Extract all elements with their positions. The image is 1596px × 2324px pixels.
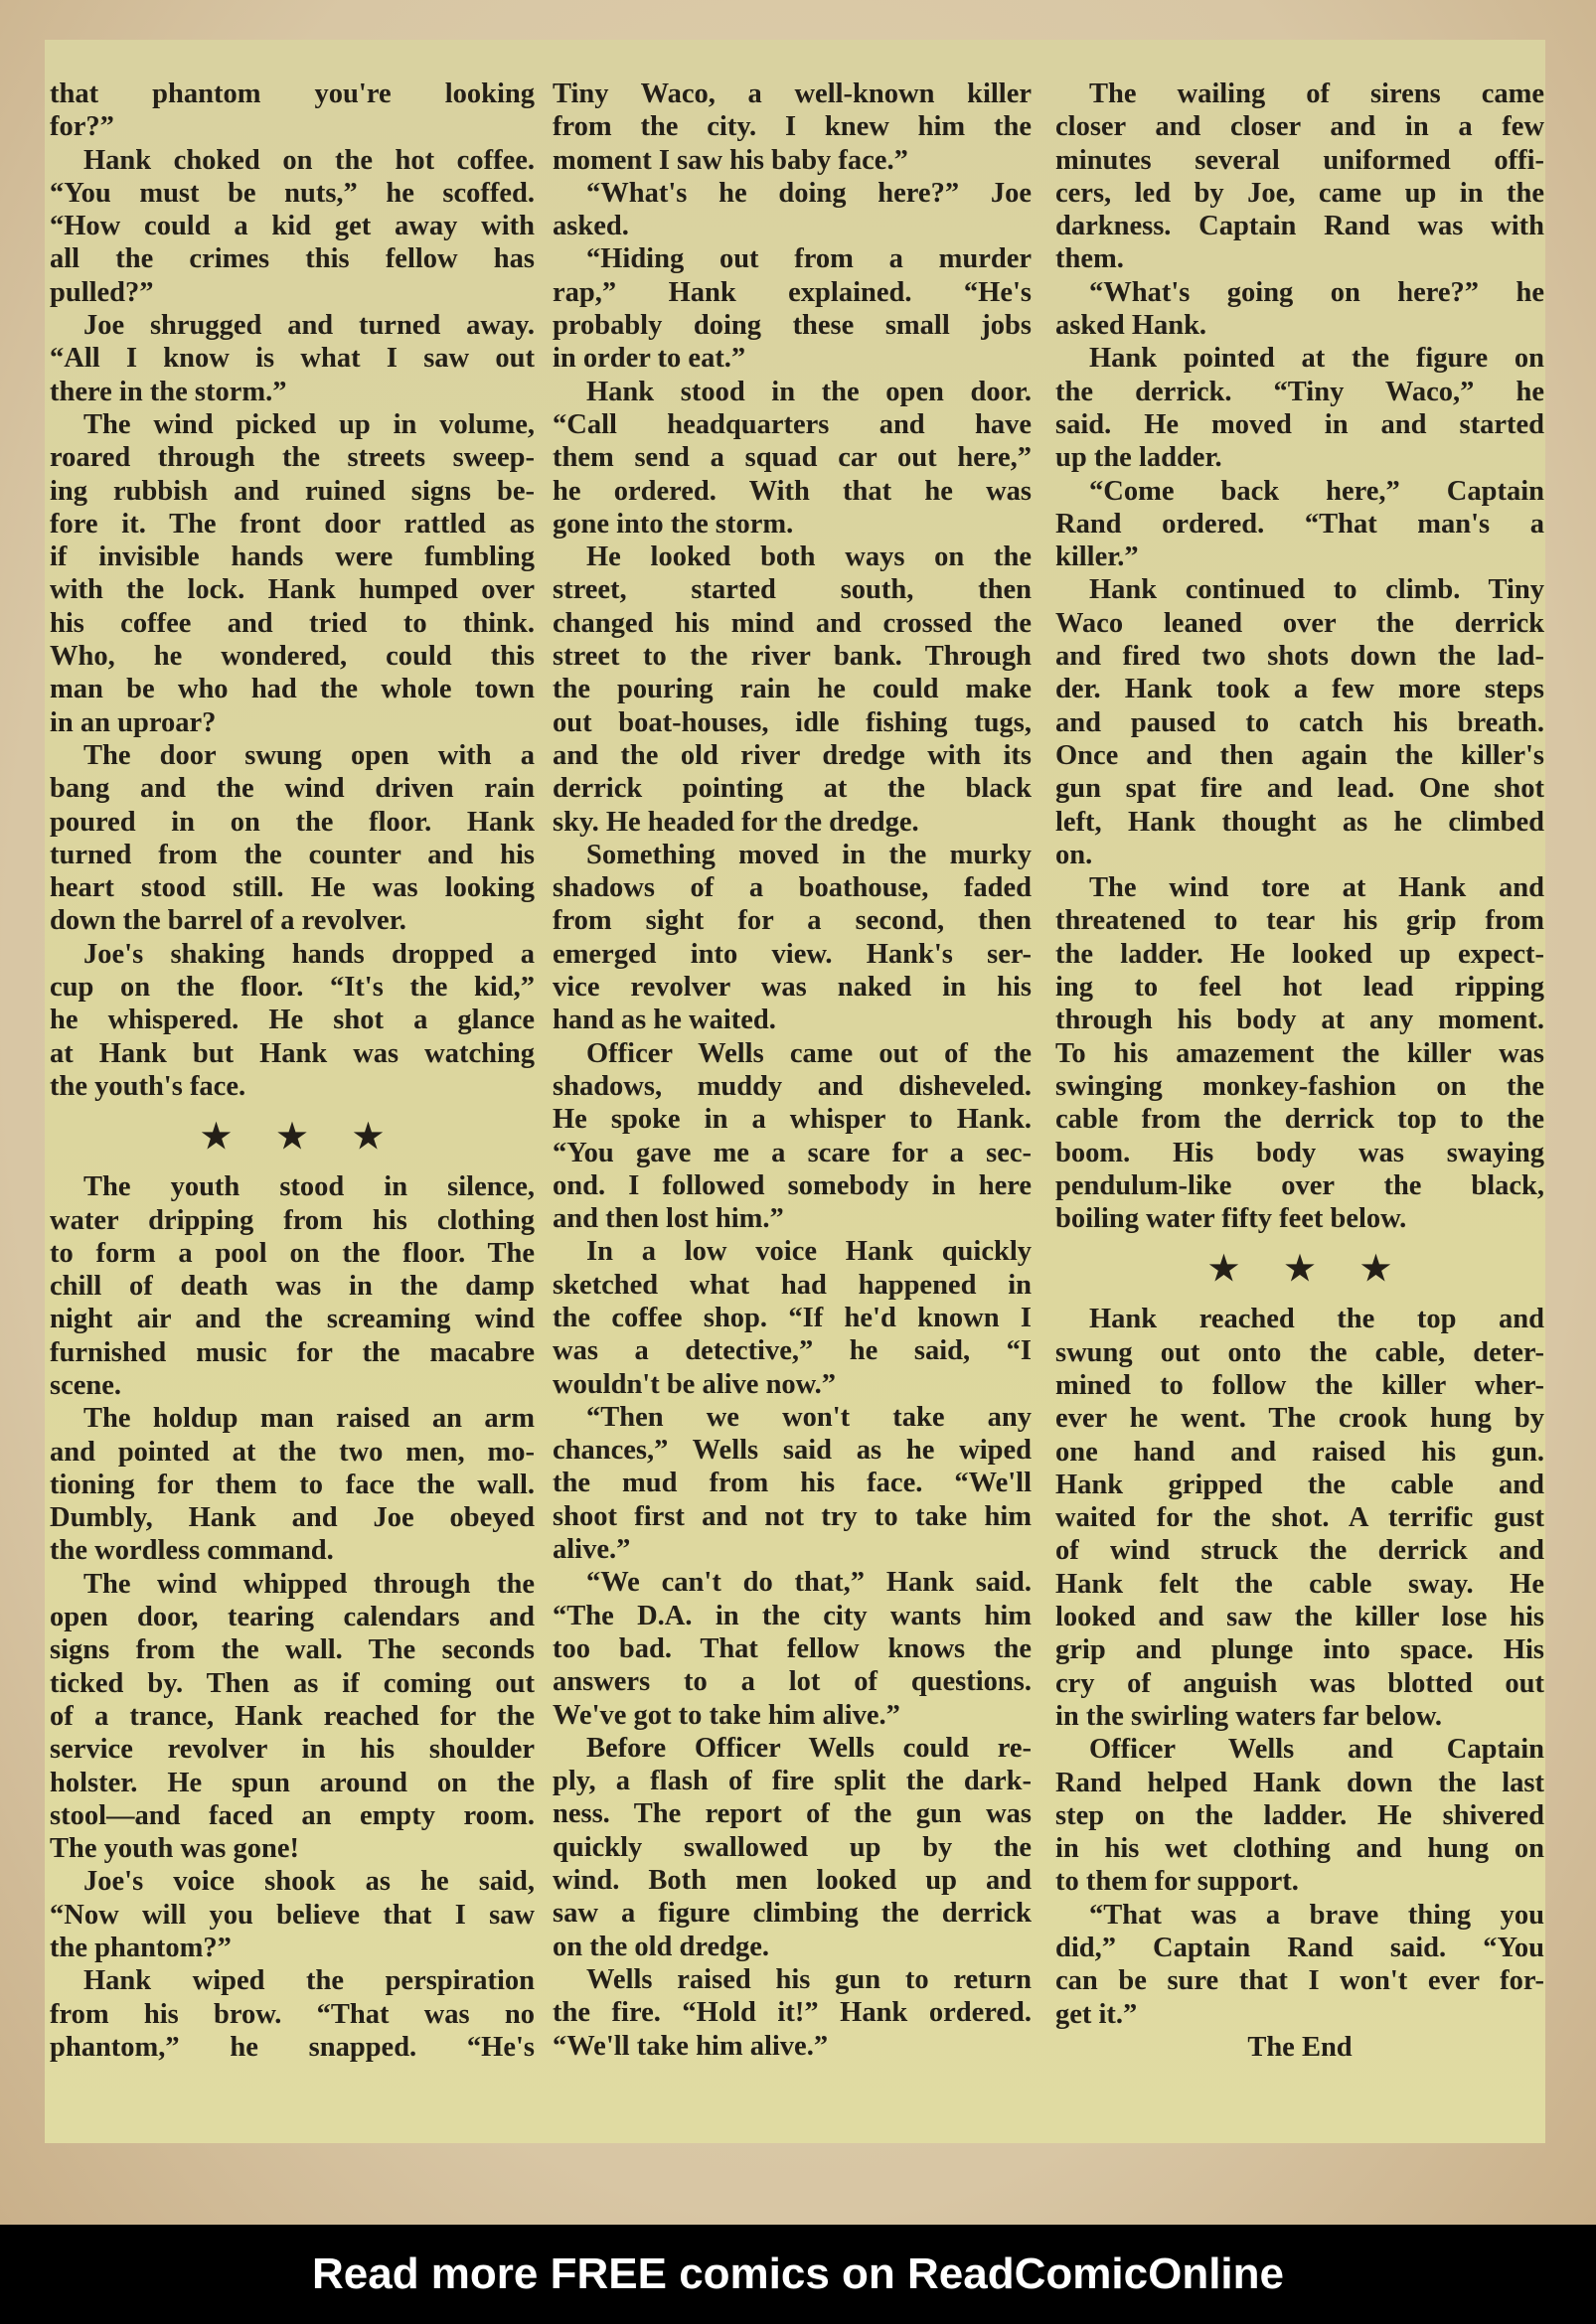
text-line: for?” <box>50 111 114 143</box>
text-line: Something moved in the murky <box>586 839 1032 870</box>
the-end-label <box>1055 2031 1544 2064</box>
text-line: vice revolver was naked in his <box>553 972 1032 1004</box>
paragraph <box>553 1566 1032 1731</box>
text-line: swung out onto the cable, deter- <box>1055 1336 1544 1368</box>
text-line: answers to a lot of questions. <box>553 1666 1032 1698</box>
text-line: shoot first and not try to take him <box>553 1500 1032 1532</box>
paragraph <box>1055 276 1544 343</box>
text-line: left, Hank thought as he climbed <box>1055 806 1544 838</box>
paragraph <box>50 144 535 309</box>
text-line: and the old river dredge with its <box>553 739 1032 771</box>
paragraph <box>553 177 1032 243</box>
text-line: alive.” <box>553 1534 631 1566</box>
text-line: shadows of a boathouse, faded <box>553 872 1032 904</box>
text-line: darkness. Captain Rand was with <box>1055 211 1544 242</box>
text-line: service revolver in his shoulder <box>50 1734 535 1766</box>
paragraph <box>1055 871 1544 1235</box>
text-line: water dripping from his clothing <box>50 1204 535 1236</box>
text-line: probably doing these small jobs <box>553 310 1032 342</box>
text-line: tioning for them to face the wall. <box>50 1469 535 1500</box>
text-line: Hank gripped the cable and <box>1055 1469 1544 1500</box>
text-line: from his brow. “That was no <box>50 1998 535 2030</box>
paragraph <box>50 77 535 144</box>
text-line: gone into the storm. <box>553 508 794 540</box>
text-line: boiling water fifty feet below. <box>1055 1203 1407 1235</box>
text-line: killer.” <box>1055 542 1139 573</box>
text-line: through his body at any moment. <box>1055 1005 1544 1036</box>
text-line: roared through the streets sweep- <box>50 442 535 474</box>
text-line: ing rubbish and ruined signs be- <box>50 475 535 507</box>
text-line: bang and the wind driven rain <box>50 773 535 805</box>
text-line: and fired two shots down the lad- <box>1055 641 1544 673</box>
paragraph <box>1055 77 1544 276</box>
text-line: with the lock. Hank humped over <box>50 574 535 606</box>
paragraph <box>1055 342 1544 474</box>
text-line: “Come back here,” Captain <box>1089 475 1544 507</box>
text-line: the ladder. He looked up expect- <box>1055 938 1544 970</box>
text-line: poured in on the floor. Hank <box>50 806 535 838</box>
text-line: “You gave me a scare for a sec- <box>553 1137 1032 1168</box>
text-line: Hank wiped the perspiration <box>83 1965 535 1997</box>
text-line: hand as he waited. <box>553 1005 776 1036</box>
text-line: heart stood still. He was looking <box>50 872 535 904</box>
text-line: minutes several uniformed offi- <box>1055 144 1544 176</box>
paragraph <box>553 1963 1032 2063</box>
footer-banner[interactable] <box>0 2225 1596 2324</box>
text-line: street to the river bank. Through <box>553 641 1032 673</box>
text-line: ply, a flash of fire split the dark- <box>553 1766 1032 1797</box>
text-line: them send a squad car out here,” <box>553 442 1032 474</box>
text-line: Joe's shaking hands dropped a <box>83 938 535 970</box>
text-line: “What's going on here?” he <box>1089 276 1544 308</box>
text-line: on the old dredge. <box>553 1931 769 1962</box>
text-line: gun spat fire and lead. One shot <box>1055 773 1544 805</box>
text-line: Officer Wells and Captain <box>1089 1734 1544 1766</box>
text-line: of a trance, Hank reached for the <box>50 1700 535 1732</box>
text-line: ond. I followed somebody in here <box>553 1169 1032 1201</box>
text-line: scene. <box>50 1369 122 1401</box>
text-line: rap,” Hank explained. “He's <box>553 276 1032 308</box>
text-line: cup on the floor. “It's the kid,” <box>50 972 535 1004</box>
text-line: street, started south, then <box>553 574 1032 606</box>
paragraph <box>50 1170 535 1402</box>
text-line: ever he went. The crook hung by <box>1055 1403 1544 1435</box>
text-line: Wells raised his gun to return <box>586 1963 1032 1995</box>
paragraph <box>50 309 535 408</box>
text-line: Tiny Waco, a well-known killer <box>553 78 1032 109</box>
paragraph <box>553 1235 1032 1400</box>
paragraph <box>50 408 535 739</box>
text-column-3 <box>1055 77 1544 2064</box>
star-icon: ★ <box>353 1118 384 1156</box>
text-line: waited for the shot. A terrific gust <box>1055 1502 1544 1534</box>
star-icon: ★ <box>201 1118 232 1156</box>
paragraph <box>1055 1733 1544 1898</box>
text-line: boom. His body was swaying <box>1055 1137 1544 1168</box>
text-line: grip and plunge into space. His <box>1055 1634 1544 1666</box>
text-line: “Now will you believe that I saw <box>50 1899 535 1931</box>
text-line: the fire. “Hold it!” Hank ordered. <box>553 1997 1032 2029</box>
text-line: did,” Captain Rand said. “You <box>1055 1933 1544 1964</box>
paragraph <box>50 938 535 1103</box>
text-line: in order to eat.” <box>553 343 746 375</box>
text-line: sky. He headed for the dredge. <box>553 806 919 838</box>
text-line: wouldn't be alive now.” <box>553 1368 837 1400</box>
text-line: Hank stood in the open door. <box>586 376 1032 407</box>
text-line: at Hank but Hank was watching <box>50 1037 535 1069</box>
text-line: holster. He spun around on the <box>50 1767 535 1798</box>
text-line: ticked by. Then as if coming out <box>50 1667 535 1699</box>
text-line: on. <box>1055 839 1093 870</box>
star-icon: ★ <box>1208 1250 1239 1288</box>
text-line: of wind struck the derrick and <box>1055 1535 1544 1567</box>
paragraph <box>1055 1303 1544 1733</box>
text-line: the derrick. “Tiny Waco,” he <box>1055 376 1544 407</box>
text-line: them. <box>1055 243 1124 275</box>
text-line: he ordered. With that he was <box>553 475 1032 507</box>
text-line: was a detective,” he said, “I <box>553 1335 1032 1367</box>
text-line: out boat-houses, idle fishing tugs, <box>553 706 1032 738</box>
text-line: up the ladder. <box>1055 442 1222 474</box>
paragraph <box>50 739 535 938</box>
text-line: derrick pointing at the black <box>553 773 1032 805</box>
text-line: the phantom?” <box>50 1933 232 1964</box>
text-line: night air and the screaming wind <box>50 1304 535 1335</box>
text-line: der. Hank took a few more steps <box>1055 674 1544 705</box>
paragraph <box>50 1402 535 1567</box>
text-line: all the crimes this fellow has <box>50 243 535 275</box>
text-line: looked and saw the killer lose his <box>1055 1602 1544 1633</box>
text-line: fore it. The front door rattled as <box>50 508 535 540</box>
text-line: signs from the wall. The seconds <box>50 1634 535 1666</box>
text-line: turned from the counter and his <box>50 839 535 870</box>
text-line: furnished music for the macabre <box>50 1336 535 1368</box>
text-line: “We can't do that,” Hank said. <box>586 1567 1032 1599</box>
text-line: down the barrel of a revolver. <box>50 905 406 937</box>
text-line: The wind tore at Hank and <box>1089 872 1544 904</box>
text-line: there in the storm.” <box>50 376 287 407</box>
text-line: saw a figure climbing the derrick <box>553 1898 1032 1930</box>
paragraph <box>50 1964 535 2064</box>
text-line: and then lost him.” <box>553 1203 784 1235</box>
text-line: open door, tearing calendars and <box>50 1602 535 1633</box>
text-line: cable from the derrick top to the <box>1055 1104 1544 1136</box>
paragraph <box>553 541 1032 839</box>
text-line: Hank felt the cable sway. He <box>1055 1568 1544 1600</box>
text-line: Once and then again the killer's <box>1055 739 1544 771</box>
star-icon: ★ <box>1360 1250 1391 1288</box>
text-line: “All I know is what I saw out <box>50 343 535 375</box>
section-break-stars <box>1055 1235 1544 1303</box>
text-line: the coffee shop. “If he'd known I <box>553 1302 1032 1333</box>
paragraph <box>553 376 1032 541</box>
text-line: changed his mind and crossed the <box>553 607 1032 639</box>
text-line: Hank continued to climb. Tiny <box>1089 574 1544 606</box>
paragraph <box>1055 1899 1544 2031</box>
text-line: the youth's face. <box>50 1070 246 1102</box>
text-line: Officer Wells came out of the <box>586 1037 1032 1069</box>
text-line: “That was a brave thing you <box>1089 1899 1544 1931</box>
text-line: Hank reached the top and <box>1089 1304 1544 1335</box>
text-line: The End <box>1247 2031 1353 2063</box>
text-line: asked. <box>553 211 629 242</box>
text-line: in his wet clothing and hung on <box>1055 1833 1544 1865</box>
text-line: phantom,” he snapped. “He's <box>50 2031 535 2063</box>
text-line: wind. Both men looked up and <box>553 1865 1032 1897</box>
text-line: The wind picked up in volume, <box>83 408 535 440</box>
text-line: his coffee and tried to think. <box>50 607 535 639</box>
text-line: The door swung open with a <box>83 739 535 771</box>
text-line: He spoke in a whisper to Hank. <box>553 1104 1032 1136</box>
text-line: cry of anguish was blotted out <box>1055 1667 1544 1699</box>
text-line: Waco leaned over the derrick <box>1055 607 1544 639</box>
text-line: chances,” Wells said as he wiped <box>553 1435 1032 1467</box>
text-line: In a low voice Hank quickly <box>586 1236 1032 1268</box>
text-line: in the swirling waters far below. <box>1055 1700 1442 1732</box>
text-line: “The D.A. in the city wants him <box>553 1600 1032 1631</box>
text-line: The youth stood in silence, <box>83 1171 535 1203</box>
text-line: The holdup man raised an arm <box>83 1403 535 1435</box>
text-line: to form a pool on the floor. The <box>50 1237 535 1269</box>
text-line: ing to feel hot lead ripping <box>1055 972 1544 1004</box>
text-line: “How could a kid get away with <box>50 211 535 242</box>
text-line: threatened to tear his grip from <box>1055 905 1544 937</box>
text-line: step on the ladder. He shivered <box>1055 1799 1544 1831</box>
text-line: one hand and raised his gun. <box>1055 1436 1544 1468</box>
text-line: closer and closer and in a few <box>1055 111 1544 143</box>
text-line: can be sure that I won't ever for- <box>1055 1965 1544 1997</box>
text-line: and paused to catch his breath. <box>1055 706 1544 738</box>
section-break-stars <box>50 1103 535 1170</box>
text-line: He looked both ways on the <box>586 542 1032 573</box>
text-line: the pouring rain he could make <box>553 674 1032 705</box>
text-line: quickly swallowed up by the <box>553 1831 1032 1863</box>
text-line: Hank pointed at the figure on <box>1089 343 1544 375</box>
text-line: emerged into view. Hank's ser- <box>553 938 1032 970</box>
text-line: pulled?” <box>50 276 154 308</box>
text-line: from sight for a second, then <box>553 905 1032 937</box>
text-line: stool—and faced an empty room. <box>50 1799 535 1831</box>
text-line: sketched what had happened in <box>553 1269 1032 1301</box>
text-line: Joe shrugged and turned away. <box>83 310 535 342</box>
text-line: Rand ordered. “That man's a <box>1055 508 1544 540</box>
text-line: to them for support. <box>1055 1866 1299 1898</box>
paragraph <box>553 1401 1032 1566</box>
text-line: Dumbly, Hank and Joe obeyed <box>50 1502 535 1534</box>
paragraph <box>553 1732 1032 1963</box>
text-line: mined to follow the killer wher- <box>1055 1369 1544 1401</box>
text-line: “Call headquarters and have <box>553 408 1032 440</box>
text-line: Hank choked on the hot coffee. <box>83 144 535 176</box>
text-line: get it.” <box>1055 1998 1138 2030</box>
text-line: if invisible hands were fumbling <box>50 542 535 573</box>
paragraph <box>1055 573 1544 871</box>
text-line: pendulum-like over the black, <box>1055 1169 1544 1201</box>
text-column-2 <box>553 77 1032 2063</box>
text-line: too bad. That fellow knows the <box>553 1632 1032 1664</box>
text-line: man be who had the whole town <box>50 674 535 705</box>
text-line: The wailing of sirens came <box>1089 78 1544 109</box>
text-line: “Hiding out from a murder <box>586 243 1032 275</box>
text-line: Rand helped Hank down the last <box>1055 1767 1544 1798</box>
text-line: “Then we won't take any <box>586 1401 1032 1433</box>
text-line: swinging monkey-fashion on the <box>1055 1070 1544 1102</box>
text-line: from the city. I knew him the <box>553 111 1032 143</box>
text-column-1 <box>50 77 535 2064</box>
text-line: “You must be nuts,” he scoffed. <box>50 177 535 209</box>
star-icon: ★ <box>1284 1250 1316 1288</box>
text-line: asked Hank. <box>1055 310 1207 342</box>
text-line: he whispered. He shot a glance <box>50 1005 535 1036</box>
paragraph <box>553 77 1032 177</box>
text-line: Before Officer Wells could re- <box>586 1732 1032 1764</box>
text-line: chill of death was in the damp <box>50 1271 535 1303</box>
text-line: cers, led by Joe, came up in the <box>1055 177 1544 209</box>
paragraph <box>553 839 1032 1037</box>
text-line: the wordless command. <box>50 1535 334 1567</box>
paragraph <box>50 1865 535 1964</box>
footer-link[interactable]: Read more FREE comics on ReadComicOnline <box>311 2249 1284 2298</box>
text-line: that phantom you're looking <box>50 78 535 109</box>
paragraph <box>553 242 1032 375</box>
text-line: The youth was gone! <box>50 1833 299 1865</box>
text-line: We've got to take him alive.” <box>553 1699 900 1731</box>
text-line: shadows, muddy and disheveled. <box>553 1070 1032 1102</box>
text-line: “We'll take him alive.” <box>553 2030 829 2062</box>
text-line: To his amazement the killer was <box>1055 1037 1544 1069</box>
paragraph <box>50 1568 535 1866</box>
text-line: and pointed at the two men, mo- <box>50 1436 535 1468</box>
text-line: the mud from his face. “We'll <box>553 1468 1032 1499</box>
paragraph <box>1055 475 1544 574</box>
star-icon: ★ <box>276 1118 308 1156</box>
text-line: “What's he doing here?” Joe <box>586 177 1032 209</box>
text-line: said. He moved in and started <box>1055 408 1544 440</box>
text-line: The wind whipped through the <box>83 1568 535 1600</box>
text-line: Who, he wondered, could this <box>50 641 535 673</box>
text-line: ness. The report of the gun was <box>553 1798 1032 1830</box>
text-line: in an uproar? <box>50 706 217 738</box>
paragraph <box>553 1037 1032 1236</box>
text-line: moment I saw his baby face.” <box>553 144 908 176</box>
text-line: Joe's voice shook as he said, <box>83 1866 535 1898</box>
